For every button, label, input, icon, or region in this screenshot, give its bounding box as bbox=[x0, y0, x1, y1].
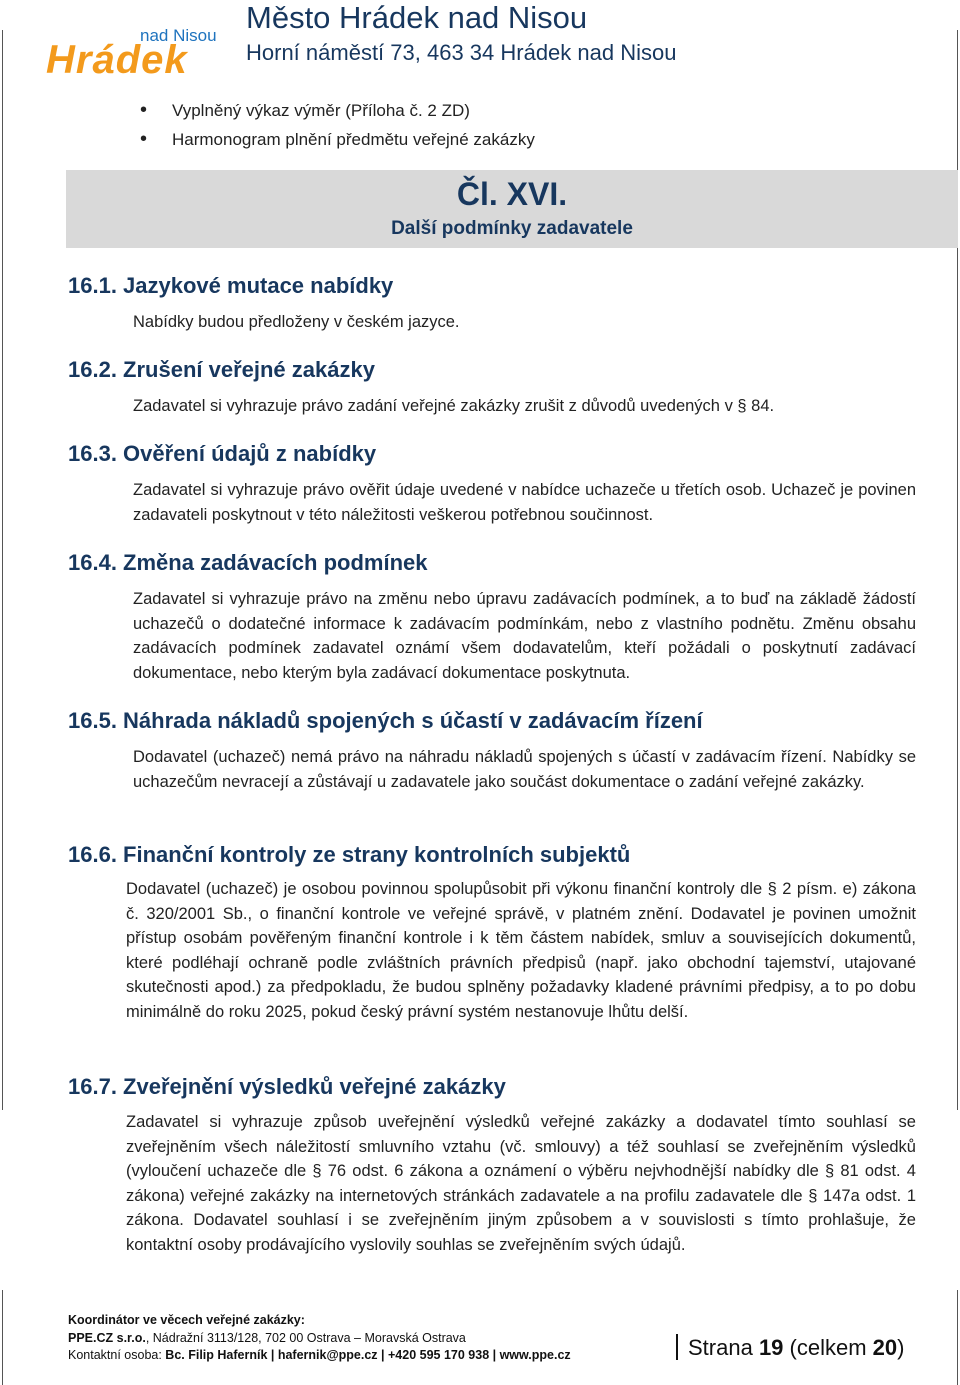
section-text: Nabídky budou předloženy v českém jazyce. bbox=[133, 313, 460, 331]
section-heading: 16.2. Zrušení veřejné zakázky bbox=[68, 357, 375, 382]
city-logo bbox=[22, 12, 222, 82]
header-address: Horní náměstí 73, 463 34 Hrádek nad Nisou bbox=[246, 40, 677, 65]
contact-details: Bc. Filip Haferník | hafernik@ppe.cz | +420 595 170 938 | www.ppe.cz bbox=[165, 1348, 571, 1362]
list-item: • Harmonogram plnění předmětu veřejné zakázky bbox=[140, 125, 535, 154]
page-total-label: (celkem bbox=[783, 1335, 873, 1360]
page-close: ) bbox=[897, 1335, 905, 1360]
article-title: Další podmínky zadavatele bbox=[391, 218, 633, 239]
total-pages: 20 bbox=[872, 1335, 898, 1360]
page-number-divider bbox=[676, 1334, 678, 1360]
section-text: Zadavatel si vyhrazuje způsob uveřejnění výsledků veřejné zakázky a dodavatel tímto souhlasí se zveřejněním všech náležitostí smluvního vztahu (vč. smlouvy) a též souhlasí se zveřejněním výsledků (vyloučení uchazeče dle § 76 odst. 6 zákona a oznámení o výběru nejvhodnější nabídky dle § 81 odst. 4 zákona) veřejné zakázky na internetových stránkách zadavatele a na profilu zadavatele dle § 147a odst. 1 zákona. Dodavatel souhlasí i se zveřejněním jiným způsobem a v souvislosti s tímto prohlašuje, že kontaktní osoby prodávajícího vyslovily souhlas se zveřejněním svých údajů. bbox=[126, 1113, 916, 1254]
page-frame-left bbox=[2, 30, 3, 1110]
section-heading: 16.6. Finanční kontroly ze strany kontrolních subjektů bbox=[68, 842, 631, 867]
current-page: 19 bbox=[758, 1335, 784, 1360]
section-heading: 16.1. Jazykové mutace nabídky bbox=[68, 273, 394, 298]
section-heading: 16.3. Ověření údajů z nabídky bbox=[68, 441, 377, 466]
section-heading: 16.4. Změna zadávacích podmínek bbox=[68, 550, 428, 575]
section-heading: 16.5. Náhrada nákladů spojených s účastí v zadávacím řízení bbox=[68, 708, 703, 733]
list-item: • Vyplněný výkaz výměr (Příloha č. 2 ZD) bbox=[140, 96, 535, 125]
article-header bbox=[66, 170, 958, 248]
contact-label: Kontaktní osoba: bbox=[68, 1348, 166, 1362]
section-text: Zadavatel si vyhrazuje právo ověřit údaje uvedené v nabídce uchazeče u třetích osob. Uchazeč je povinen zadavateli poskytnout v této náležitosti veškerou potřebnou součinnost. bbox=[133, 481, 916, 524]
page-frame-left-bottom bbox=[2, 1290, 3, 1385]
section-text: Dodavatel (uchazeč) je osobou povinnou spolupůsobit při výkonu finanční kontroly dle § 2 písm. e) zákona č. 320/2001 Sb., o finanční kontrole ve veřejné správě, v platném znění. Dodavatel je povinen umožnit přístup osobám pověřeným finanční kontrole i k těm částem nabídek, smluv a souvisejících dokumentů, které podléhají ochraně podle zvláštních právních předpisů (např. jako obchodní tajemství, utajované skutečnosti apod.) za předpokladu, že budou splněny požadavky kladené právními předpisy, a to po dobu minimálně do roku 2025, pokud český právní systém nestanovuje lhůtu delší. bbox=[126, 880, 916, 1021]
attachment-list bbox=[140, 96, 535, 154]
contact-line bbox=[68, 1347, 571, 1365]
logo-subtitle: nad Nisou bbox=[140, 26, 217, 45]
section-text: Zadavatel si vyhrazuje právo zadání veřejné zakázky zrušit z důvodů uvedených v § 84. bbox=[133, 397, 775, 415]
logo-wordmark: Hrádek bbox=[46, 38, 188, 82]
section-text: Dodavatel (uchazeč) nemá právo na náhradu nákladů spojených s účastí v zadávacím řízení. Nabídky se uchazečům nevracejí a zůstávají u zadavatele jako součást dokumentace o zadání veřejné zakázky. bbox=[133, 748, 916, 791]
section-heading: 16.7. Zveřejnění výsledků veřejné zakázky bbox=[68, 1074, 506, 1099]
article-number: Čl. XVI. bbox=[456, 176, 568, 212]
page-label: Strana bbox=[688, 1335, 759, 1360]
header-title: Město Hrádek nad Nisou bbox=[246, 0, 588, 35]
coordinator-label: Koordinátor ve věcech veřejné zakázky: bbox=[68, 1313, 305, 1327]
page-number bbox=[676, 1334, 904, 1361]
section-text: Zadavatel si vyhrazuje právo na změnu nebo úpravu zadávacích podmínek, a to buď na základě žádostí uchazečů o dodatečné informace k zadávacím podmínkám, nebo z vlastního podnětu. Změnu obsahu zadávacích podmínek zadavatel oznámí všem dodavatelům, kteří požádali o poskytnutí zadávací dokumentace, nebo kterým byla zadávací dokumentace poskytnuta. bbox=[133, 590, 916, 682]
company-address: , Nádražní 3113/128, 702 00 Ostrava – Moravská Ostrava bbox=[145, 1330, 466, 1345]
footer-contact bbox=[68, 1312, 571, 1365]
company-line bbox=[68, 1330, 571, 1348]
company-name: PPE.CZ s.r.o. bbox=[68, 1330, 146, 1345]
page-frame-right-bottom bbox=[957, 1290, 958, 1385]
